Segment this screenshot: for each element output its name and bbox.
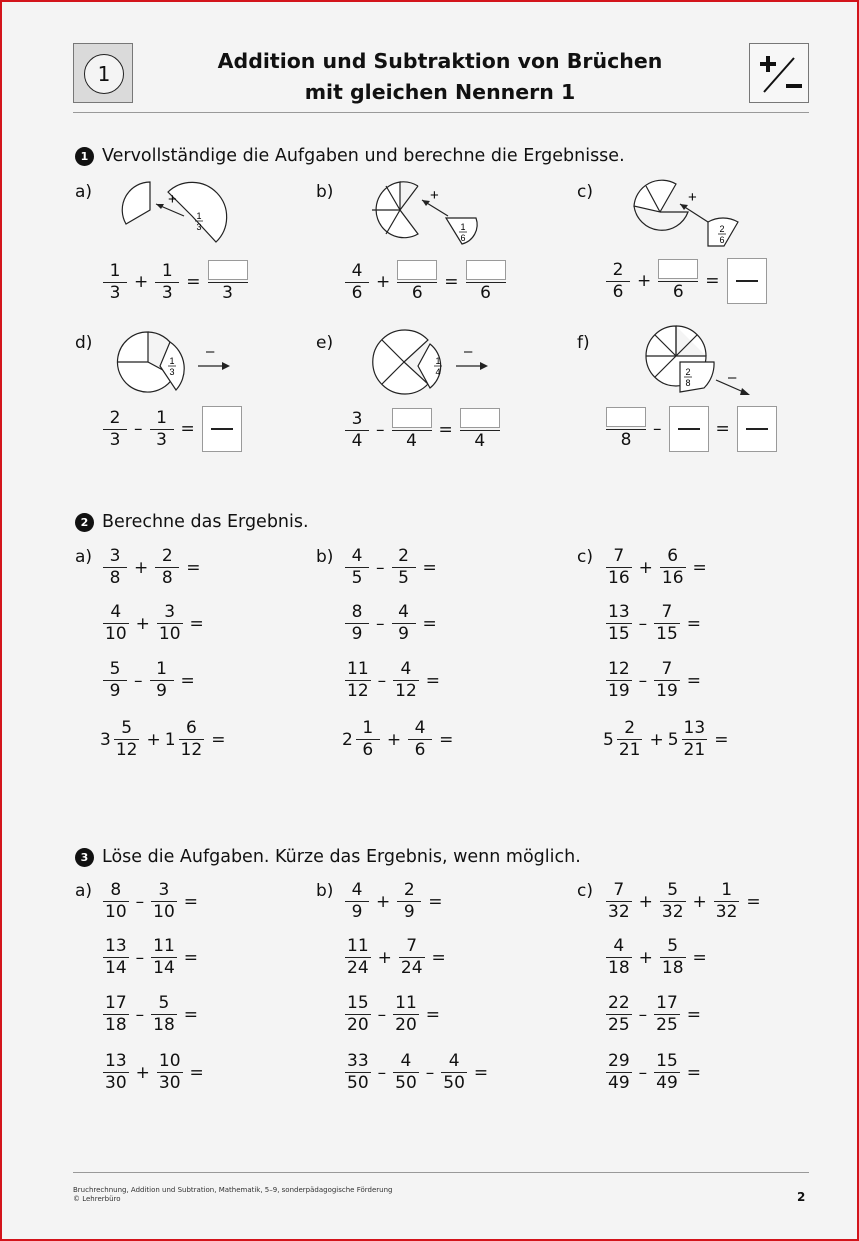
task3-number: 3	[75, 848, 94, 867]
operator: +	[146, 729, 161, 750]
exercise-row	[100, 880, 202, 923]
footer-source: Bruchrechnung, Addition und Subtration, Mathematik, 5–9, sonderpädagogische Förderung	[73, 1186, 393, 1194]
fraction: $\frac{1}{3}$	[103, 261, 127, 304]
task1-label-f: f)	[577, 333, 590, 353]
fraction: $\frac{5}{12}$	[115, 718, 138, 760]
exercise-row	[603, 546, 711, 589]
fraction: $\frac{1}{9}$	[150, 659, 174, 702]
exercise-row	[342, 546, 441, 589]
exercise-row	[603, 936, 711, 979]
exercise-row	[603, 602, 705, 645]
fraction: $\frac{22}{25}$	[608, 993, 630, 1035]
fraction-picture-e	[370, 326, 500, 396]
exercise-row	[342, 659, 444, 702]
whole-number: 5	[603, 729, 614, 750]
exercise-row	[342, 993, 444, 1036]
plus-minus-icon	[749, 43, 809, 103]
exercise-row	[342, 880, 447, 923]
exercise-row	[100, 936, 202, 979]
svg-text:–: –	[728, 369, 737, 386]
operator: +	[135, 1062, 150, 1083]
footer-copyright: © Lehrerbüro	[73, 1195, 121, 1203]
exercise-row	[603, 1051, 705, 1094]
fraction: $\frac{3}{4}$	[345, 409, 369, 452]
fraction: 6	[658, 259, 698, 303]
result-answer-box[interactable]	[202, 406, 242, 452]
operator: –	[134, 670, 143, 691]
fraction: $\frac{15}{20}$	[347, 993, 369, 1035]
fraction: $\frac{1}{3}$	[155, 261, 179, 304]
fraction: $\frac{15}{49}$	[656, 1051, 678, 1093]
fraction: $\frac{4}{12}$	[395, 659, 417, 701]
equals-sign: =	[186, 557, 201, 578]
fraction: $\frac{12}{19}$	[608, 659, 630, 701]
exercise-row	[100, 602, 208, 645]
task1-label-e: e)	[316, 333, 334, 353]
fraction: $\frac{2}{5}$	[392, 546, 416, 589]
equals-sign: =	[428, 891, 443, 912]
fraction: $\frac{5}{9}$	[103, 659, 127, 702]
exercise-row	[342, 718, 457, 761]
fraction: $\frac{11}{20}$	[395, 993, 417, 1035]
svg-text:3: 3	[196, 222, 202, 232]
svg-text:6: 6	[460, 233, 466, 243]
fraction: $\frac{29}{49}$	[608, 1051, 630, 1093]
operator: –	[638, 1004, 648, 1025]
result-fraction: 3	[208, 260, 248, 304]
equals-sign: =	[422, 557, 437, 578]
operator: +	[376, 891, 391, 912]
fraction-picture-f	[640, 322, 760, 398]
operator: –	[638, 670, 648, 691]
operator: –	[135, 947, 145, 968]
numerator-answer-box[interactable]	[466, 260, 506, 280]
task2-instruction: Berechne das Ergebnis.	[102, 512, 309, 532]
svg-text:3: 3	[169, 367, 175, 377]
fraction: 4	[392, 408, 432, 452]
equals-sign: =	[692, 947, 707, 968]
numerator-answer-box[interactable]	[397, 260, 437, 280]
operator: –	[376, 557, 385, 578]
title-line-1: Addition und Subtraktion von Brüchen	[217, 49, 663, 73]
fraction: $\frac{4}{6}$	[408, 718, 432, 761]
fraction: $\frac{13}{30}$	[105, 1051, 127, 1093]
exercise-row	[603, 718, 732, 761]
task3-heading	[75, 847, 581, 867]
fraction: $\frac{6}{16}$	[661, 546, 684, 588]
operator: –	[377, 1062, 387, 1083]
title-line-2: mit gleichen Nennern 1	[304, 80, 576, 104]
equals-sign: =	[431, 947, 446, 968]
operator: –	[377, 670, 387, 691]
fraction: 8	[606, 407, 646, 451]
task1-instruction: Vervollständige die Aufgaben und berechne die Ergebnisse.	[102, 146, 625, 166]
operator: –	[376, 613, 385, 634]
exercise-row	[100, 546, 205, 589]
fraction: $\frac{7}{24}$	[400, 936, 423, 978]
task1-expr-e: $\frac{3}{4}$ – 4 = 4	[342, 408, 503, 452]
result-answer-box[interactable]	[727, 258, 767, 304]
equals-sign: =	[183, 947, 199, 968]
task3-instruction: Löse die Aufgaben. Kürze das Ergebnis, wenn möglich.	[102, 847, 581, 867]
fraction: $\frac{2}{9}$	[397, 880, 421, 923]
answer-box[interactable]	[669, 406, 709, 452]
fraction: $\frac{4}{50}$	[395, 1051, 417, 1093]
exercise-row	[342, 936, 450, 979]
svg-text:4: 4	[435, 367, 441, 377]
fraction: $\frac{8}{10}$	[105, 880, 127, 922]
exercise-row	[342, 1051, 492, 1094]
fraction: $\frac{5}{18}$	[153, 993, 175, 1035]
fraction: $\frac{13}{15}$	[608, 602, 630, 644]
task1-expr-d: $\frac{2}{3}$ – $\frac{1}{3}$ =	[100, 406, 245, 452]
fraction: $\frac{5}{18}$	[661, 936, 684, 978]
operator: +	[638, 947, 653, 968]
fraction: $\frac{2}{6}$	[606, 260, 630, 303]
exercise-row	[603, 659, 705, 702]
equals-sign: =	[439, 729, 454, 750]
fraction: $\frac{7}{15}$	[656, 602, 678, 644]
sheet-number: 1	[84, 54, 124, 94]
fraction: $\frac{4}{9}$	[392, 602, 416, 645]
fraction-picture-b	[368, 174, 488, 248]
sheet-number-box	[73, 43, 133, 103]
operator: +	[692, 891, 707, 912]
whole-number: 3	[100, 729, 111, 750]
exercise-row	[100, 659, 199, 702]
exercise-row	[100, 993, 202, 1036]
operator: +	[377, 947, 392, 968]
task1-label-c: c)	[577, 182, 593, 202]
svg-text:2: 2	[685, 367, 691, 377]
svg-text:+: +	[688, 189, 697, 206]
svg-text:8: 8	[685, 378, 691, 388]
result-fraction: 4	[460, 408, 500, 452]
fraction: $\frac{2}{3}$	[103, 408, 127, 451]
page-number: 2	[797, 1190, 806, 1204]
equals-sign: =	[473, 1062, 489, 1083]
fraction: $\frac{7}{16}$	[608, 546, 630, 588]
fraction: $\frac{4}{18}$	[608, 936, 630, 978]
fraction: $\frac{4}{9}$	[345, 880, 369, 923]
task3-label-b: b)	[316, 881, 334, 901]
whole-number: 1	[164, 729, 176, 750]
fraction: $\frac{1}{6}$	[356, 718, 380, 761]
fraction: $\frac{2}{21}$	[618, 718, 641, 760]
operator: –	[135, 1004, 145, 1025]
equals-sign: =	[183, 891, 199, 912]
equals-sign: =	[686, 1062, 702, 1083]
exercise-row	[603, 880, 765, 923]
operator: +	[135, 613, 150, 634]
svg-text:+: +	[430, 187, 439, 204]
operator: –	[638, 613, 648, 634]
numerator-answer-box[interactable]	[392, 408, 432, 428]
fraction: $\frac{2}{8}$	[155, 546, 179, 589]
fraction: $\frac{10}{30}$	[158, 1051, 181, 1093]
equals-sign: =	[746, 891, 761, 912]
task3-label-c: c)	[577, 881, 593, 901]
equals-sign: =	[714, 729, 729, 750]
fraction: $\frac{4}{6}$	[345, 261, 369, 304]
fraction: $\frac{3}{10}$	[158, 602, 181, 644]
numerator-answer-box[interactable]	[658, 259, 698, 279]
exercise-row	[100, 718, 229, 761]
fraction: $\frac{7}{32}$	[608, 880, 630, 922]
task1-label-d: d)	[75, 333, 93, 353]
fraction: $\frac{3}{10}$	[153, 880, 175, 922]
fraction: $\frac{6}{12}$	[180, 718, 203, 760]
svg-text:1: 1	[196, 211, 202, 221]
equals-sign: =	[686, 670, 702, 691]
task2-heading	[75, 512, 309, 532]
task1-heading	[75, 146, 625, 166]
fraction-picture-c	[628, 176, 748, 252]
fraction: $\frac{17}{18}$	[105, 993, 127, 1035]
svg-text:6: 6	[719, 235, 725, 245]
numerator-answer-box[interactable]	[208, 260, 248, 280]
fraction-picture-d	[112, 326, 242, 396]
footer-rule	[73, 1172, 809, 1173]
operator: +	[386, 729, 402, 750]
equals-sign: =	[425, 670, 441, 691]
task2-number: 2	[75, 513, 94, 532]
operator: +	[638, 891, 653, 912]
task1-expr-f: 8 – =	[603, 406, 780, 452]
exercise-row	[603, 993, 705, 1036]
fraction: $\frac{4}{10}$	[105, 602, 127, 644]
fraction: $\frac{3}{8}$	[103, 546, 127, 589]
fraction: $\frac{33}{50}$	[347, 1051, 369, 1093]
fraction: $\frac{11}{14}$	[153, 936, 175, 978]
task2-label-a: a)	[75, 547, 93, 567]
page-title	[200, 46, 680, 108]
fraction: $\frac{8}{9}$	[345, 602, 369, 645]
equals-sign: =	[189, 613, 204, 634]
fraction: $\frac{17}{25}$	[656, 993, 678, 1035]
equals-sign: =	[692, 557, 707, 578]
numerator-answer-box[interactable]	[460, 408, 500, 428]
task1-expr-c: $\frac{2}{6}$ + 6 =	[603, 258, 770, 304]
whole-number: 5	[667, 729, 679, 750]
operator: –	[638, 1062, 648, 1083]
svg-text:1: 1	[169, 356, 175, 366]
fraction: $\frac{11}{24}$	[347, 936, 369, 978]
task3-label-a: a)	[75, 881, 93, 901]
fraction: $\frac{11}{12}$	[347, 659, 369, 701]
operator: –	[425, 1062, 435, 1083]
task1-expr-b: $\frac{4}{6}$ + 6 = 6	[342, 260, 509, 304]
equals-sign: =	[686, 613, 702, 634]
fraction: $\frac{13}{21}$	[683, 718, 706, 760]
exercise-row	[342, 602, 441, 645]
svg-text:1: 1	[435, 356, 441, 366]
exercise-row	[100, 1051, 208, 1094]
fraction: $\frac{13}{14}$	[105, 936, 127, 978]
equals-sign: =	[183, 1004, 199, 1025]
equals-sign: =	[211, 729, 226, 750]
equals-sign: =	[422, 613, 437, 634]
fraction: $\frac{1}{32}$	[715, 880, 738, 922]
fraction: $\frac{1}{3}$	[150, 408, 174, 451]
operator: –	[135, 891, 145, 912]
task2-label-c: c)	[577, 547, 593, 567]
task1-number: 1	[75, 147, 94, 166]
svg-text:2: 2	[719, 224, 725, 234]
equals-sign: =	[180, 670, 195, 691]
task2-label-b: b)	[316, 547, 334, 567]
svg-text:–: –	[464, 343, 473, 360]
operator: –	[377, 1004, 387, 1025]
fraction: 6	[397, 260, 437, 304]
task1-expr-a: $\frac{1}{3}$ + $\frac{1}{3}$ = 3	[100, 260, 251, 304]
svg-text:–: –	[206, 343, 215, 360]
fraction: $\frac{4}{5}$	[345, 546, 369, 589]
task1-label-a: a)	[75, 182, 93, 202]
footer-text	[73, 1186, 392, 1204]
fraction-picture-a	[110, 176, 230, 248]
svg-text:1: 1	[460, 222, 466, 232]
svg-text:+: +	[168, 191, 177, 208]
equals-sign: =	[425, 1004, 441, 1025]
equals-sign: =	[189, 1062, 204, 1083]
equals-sign: =	[686, 1004, 702, 1025]
result-fraction: 6	[466, 260, 506, 304]
result-answer-box[interactable]	[737, 406, 777, 452]
fraction: $\frac{5}{32}$	[661, 880, 684, 922]
operator: +	[638, 557, 653, 578]
whole-number: 2	[342, 729, 353, 750]
fraction: $\frac{4}{50}$	[443, 1051, 465, 1093]
operator: +	[649, 729, 664, 750]
operator: +	[134, 557, 149, 578]
numerator-answer-box[interactable]	[606, 407, 646, 427]
header-rule	[73, 112, 809, 113]
fraction: $\frac{7}{19}$	[656, 659, 678, 701]
task1-label-b: b)	[316, 182, 334, 202]
